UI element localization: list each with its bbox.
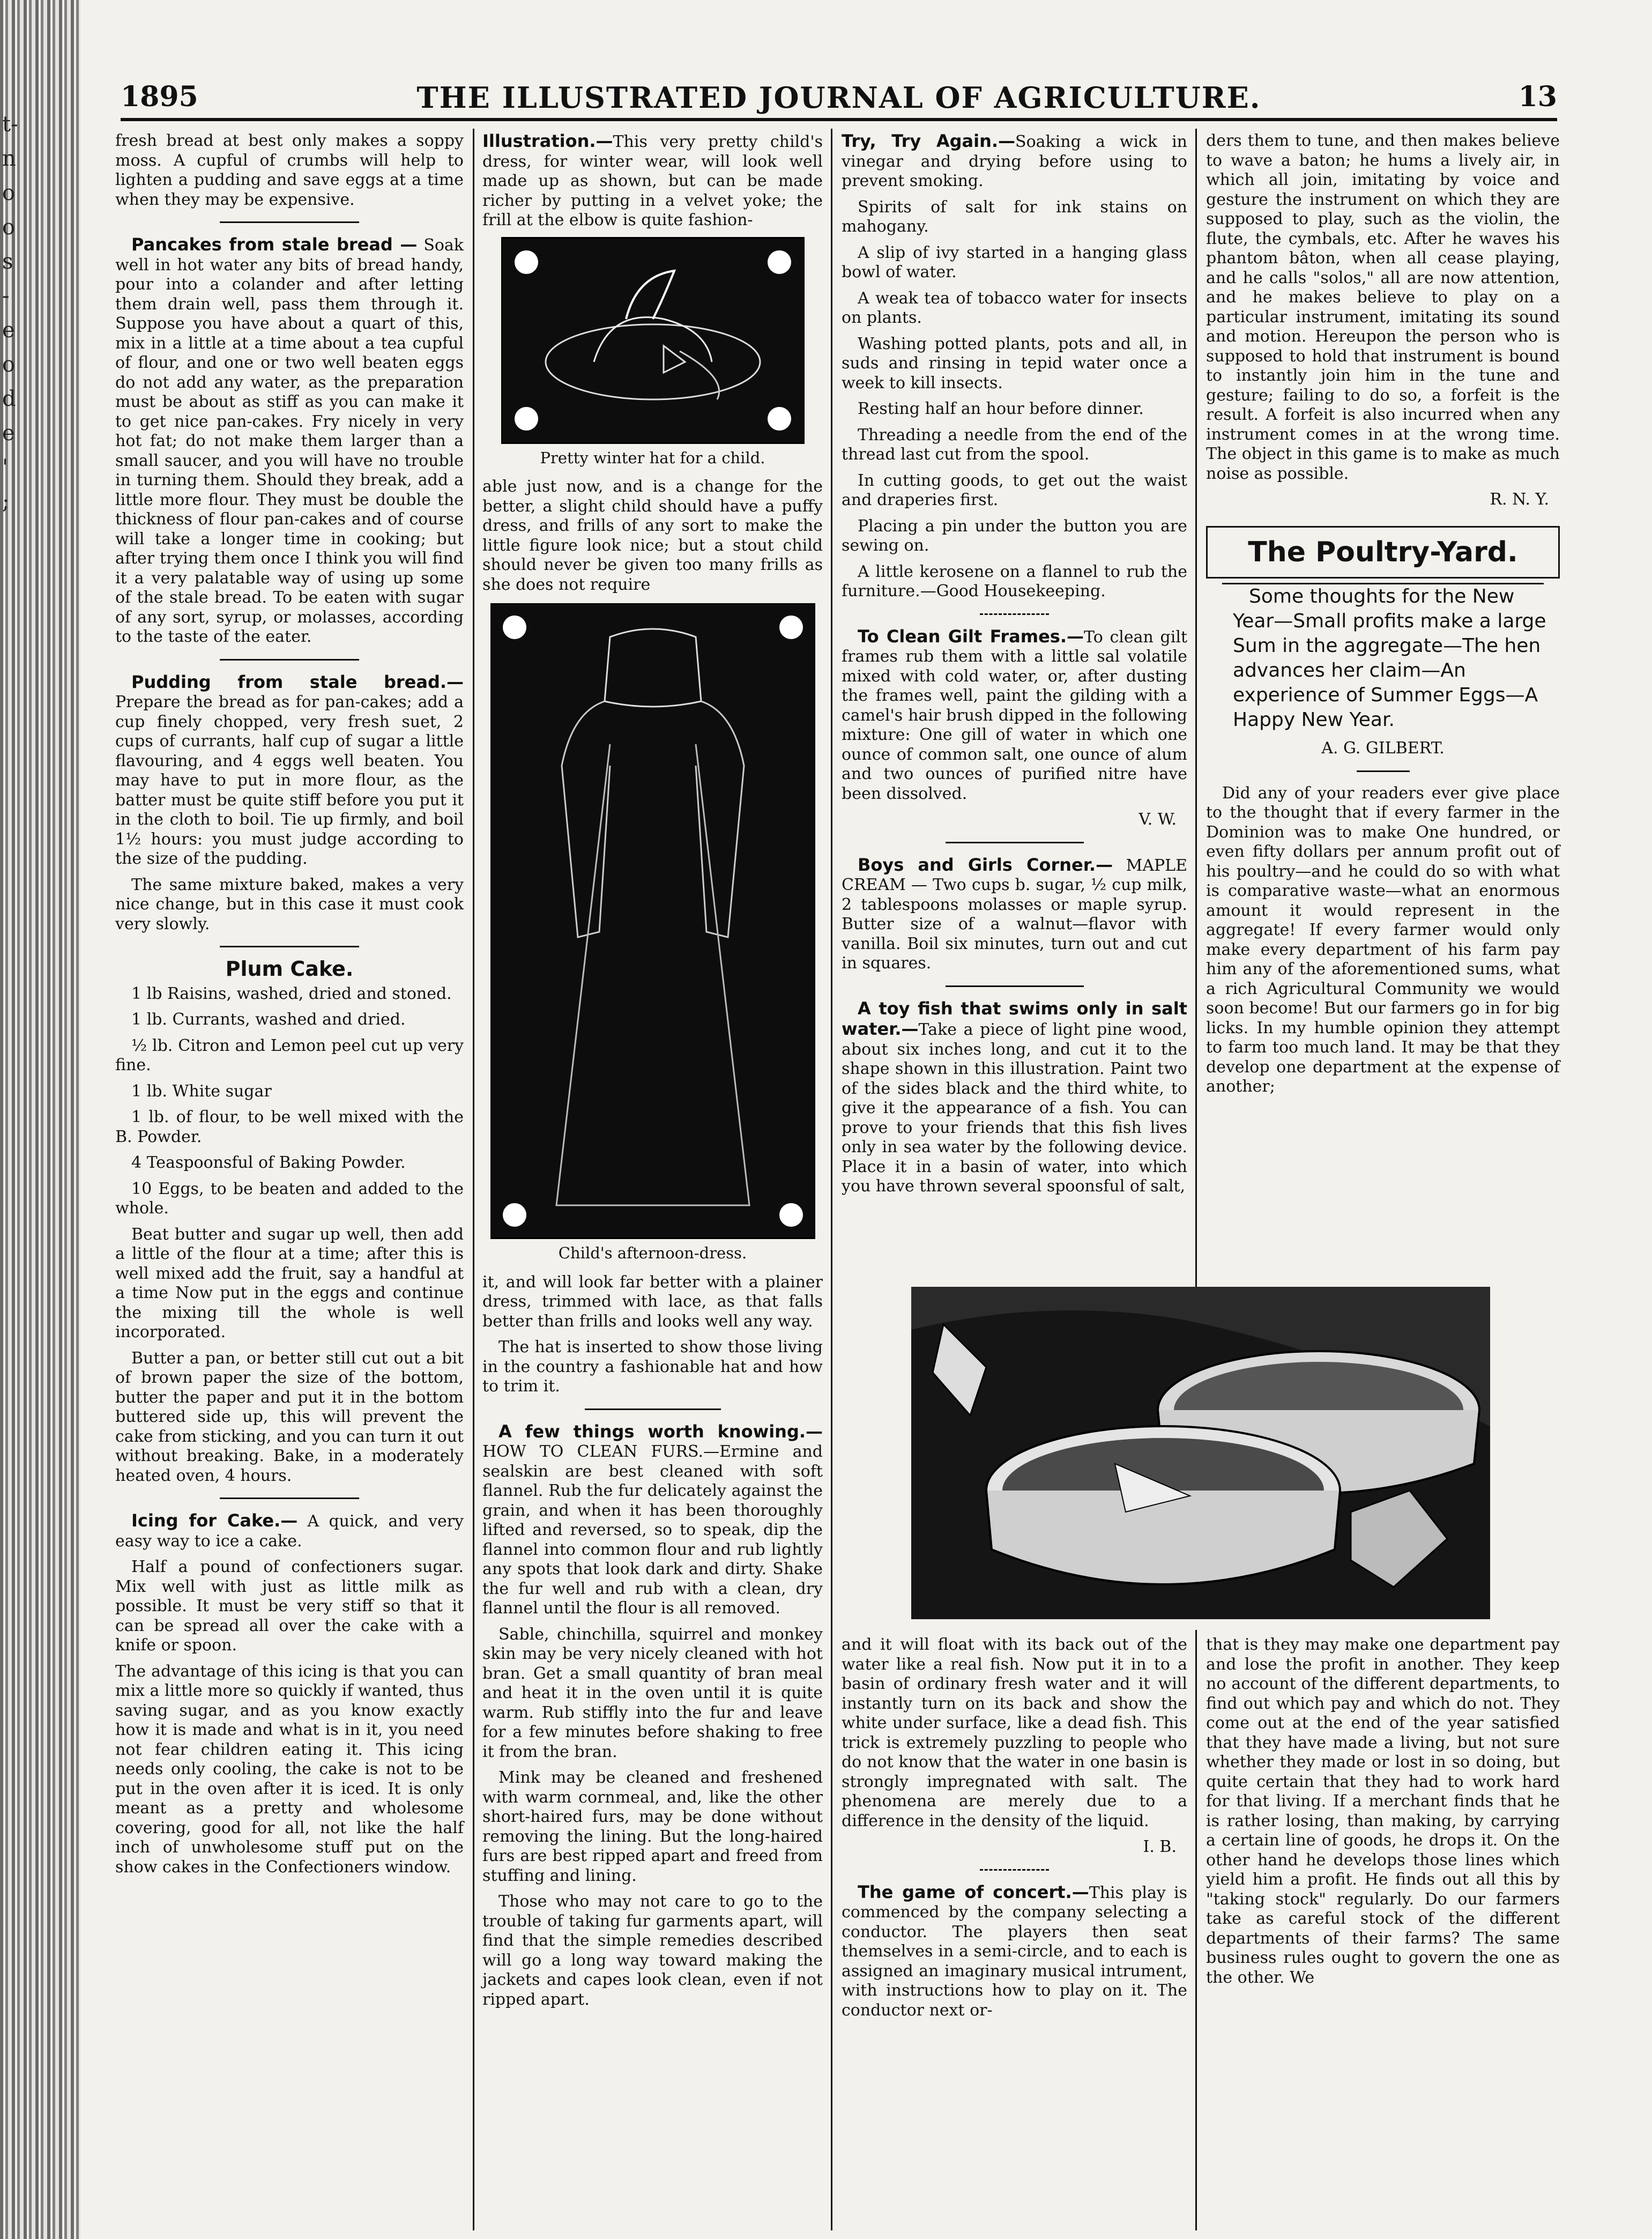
heading-gilt-frames: To Clean Gilt Frames.— bbox=[858, 626, 1084, 647]
margin-mark: - bbox=[2, 284, 10, 308]
article-toy-fish bbox=[842, 999, 1187, 1197]
divider bbox=[946, 985, 1084, 987]
article-pudding bbox=[115, 672, 464, 869]
article-pancakes bbox=[115, 235, 464, 647]
pudding-note: The same mixture baked, makes a very nice change, but in this case it must cook very slowly. bbox=[115, 875, 464, 933]
body-toy-fish: Take a piece of light pine wood, about six inches long, and cut it to the shape shown in this illustration. Paint two of the sides black and the third white, to give it the appearance of a fish. You can prove to your friends that this fish lives only in sea water by the following device. Place it in a basin of water, into which you have thrown several spoonsful of salt, bbox=[842, 1020, 1187, 1196]
ingredient-line: ½ lb. Citron and Lemon peel cut up very fine. bbox=[115, 1036, 464, 1074]
column-1 bbox=[115, 131, 464, 1884]
icing-recipe: Half a pound of confectioners sugar. Mix well with just as little milk as possible. It must be very stiff so that it can be spread all over the cake with a knife or spoon. bbox=[115, 1558, 464, 1655]
column-3 bbox=[842, 131, 1187, 1203]
ingredient-line: 10 Eggs, to be beaten and added to the whole. bbox=[115, 1179, 464, 1218]
plum-ingredients bbox=[115, 984, 464, 1219]
margin-mark: e bbox=[2, 421, 15, 446]
margin-mark: e bbox=[2, 318, 15, 343]
heading-few-things: A few things worth knowing.— bbox=[498, 1421, 823, 1442]
plum-method-baking: Butter a pan, or better still cut out a bit of brown paper the size of the bottom, butter the paper and put it in the bottom buttered side up, this will prevent the cake from sticking, and you can turn it out without breaking. Bake, in a moderately heated oven, 4 hours. bbox=[115, 1348, 464, 1485]
furs-closing: Those who may not care to go to the trouble of taking fur garments apart, will find that the simple remedies described will go a long way toward making the jackets and capes look clean, even if not ripped apart. bbox=[482, 1892, 823, 2009]
margin-mark: n bbox=[2, 146, 16, 171]
divider bbox=[220, 659, 359, 661]
divider bbox=[946, 842, 1084, 843]
plum-method: Beat butter and sugar up well, then add a little of the flour at a time; after this is well mixed add the fruit, say a handful at a time Now put in the eggs and continue the mixing till the whole is well incorporated. bbox=[115, 1225, 464, 1341]
dress-caption: Child's afternoon-dress. bbox=[558, 1244, 747, 1262]
tip-line: Washing potted plants, pots and all, in suds and rinsing in tepid water once a week to kill insects. bbox=[842, 334, 1187, 392]
heading-pudding: Pudding from stale bread.— bbox=[131, 671, 464, 692]
body-clean-furs: Ermine and sealskin are best cleaned with soft flannel. Rub the fur delicately against the grain, and when it has been thoroughly lifted and reversed, so to speak, dip the flannel into common flour and rub lightly any spots that look dark and dirty. Shake the fur well and rub with a clean, dry flannel until the flour is all removed. bbox=[482, 1442, 823, 1618]
ingredient-line: 4 Teaspoonsful of Baking Powder. bbox=[131, 1153, 406, 1172]
article-boys-girls bbox=[842, 855, 1187, 974]
margin-mark: t- bbox=[2, 112, 18, 137]
heading-plum-cake: Plum Cake. bbox=[225, 957, 354, 981]
page-header bbox=[121, 80, 1557, 121]
body-illustration: This very pretty child's dress, for winter wear, will look well made up as shown, but can be made richer by putting in a velvet yoke; the frill at the elbow is quite fashion- bbox=[482, 132, 823, 229]
icing-advantage: The advantage of this icing is that you can mix a little more so quickly if wanted, thus saving sugar, and as you know exactly how it is made and what is in it, you need not fear children eating it. This icing needs only cooling, the cake is not to be put in the oven after it is iced. It is only meant as a pretty and wholesome covering, good for all, not like the half inch of unwholesome stuff put on the show cakes in the Confectioners window. bbox=[115, 1662, 464, 1877]
heading-illustration: Illustration.— bbox=[482, 131, 613, 151]
column-4 bbox=[1206, 131, 1560, 1103]
dress-engraving bbox=[490, 603, 815, 1239]
tip-line: In cutting goods, to get out the waist and draperies first. bbox=[842, 471, 1187, 509]
heading-pancakes: Pancakes from stale bread — bbox=[131, 234, 418, 255]
signature: V. W. bbox=[1138, 810, 1177, 829]
illustration-continued: able just now, and is a change for the better, a slight child should have a puffy dress, and frills of any sort to make the little figure look nice; but a stout child should never be given too many frills as she does not require bbox=[482, 477, 823, 594]
article-illustration bbox=[482, 131, 823, 231]
tip-line: A slip of ivy started in a hanging glass bowl of water. bbox=[842, 243, 1187, 281]
hat-caption: Pretty winter hat for a child. bbox=[540, 448, 765, 467]
tip-line: Threading a needle from the end of the thread last cut from the spool. bbox=[842, 425, 1187, 464]
journal-title: THE ILLUSTRATED JOURNAL OF AGRICULTURE. bbox=[416, 80, 1261, 115]
signature: I. B. bbox=[1143, 1837, 1177, 1856]
column-rule bbox=[1195, 1630, 1197, 2230]
poultry-continued: that is they may make one department pay and lose the profit in another. They keep no account of the different departments, to find out which pay and which do not. They come out at the end of the year satisfied that they have made a living, but not sure whether they made or lost in so doing, but quite certain that they had to work hard for that living. If a merchant finds that he is rather losing, than making, by carrying a certain line of goods, he drops it. On the other hand he develops those lines which yield him a profit. He finds out all this by "taking stock" regularly. Do our farmers take as careful stock of the different departments of their farms? The same business rules ought to govern the one as the other. We bbox=[1206, 1635, 1560, 1987]
body-pancakes: Soak well in hot water any bits of bread handy, pour into a colander and after letting them drain well, pass them through it. Suppose you have about a quart of this, mix in a little at a time about a tea cupful of flour, and one or two well beaten eggs do not add any water, as the preparation must be about as stiff as you can make it to get nice pan-cakes. Fry nicely in very hot fat; do not make them larger than a small saucer, and you will have no trouble in turning them. Should they break, add a little more flour. They must be double the thickness of flour pan-cakes and of course will take a longer time in cooking; but after trying them once I think you will find it a very palatable way of using up some of the stale bread. To be eaten with sugar of any sort, syrup, or molasses, according to the taste of the eater. bbox=[115, 236, 464, 646]
ingredient-line: 1 lb. Currants, washed and dried. bbox=[131, 1010, 406, 1029]
body-maple-cream: Two cups b. sugar, ½ cup milk, 2 tablespoons molasses or maple syrup. Butter size of a walnut—flavor with vanilla. Boil six minutes, turn out and cut in squares. bbox=[842, 876, 1187, 973]
body-gilt-frames: To clean gilt frames rub them with a little sal volatile mixed with cold water, or, after dusting the frames well, paint the gilding with a camel's hair brush dipped in the following mixture: One gill of water in which one ounce of common salt, one ounce of alum and two ounces of purified nitre have been dissolved. bbox=[842, 627, 1188, 803]
hat-drawing bbox=[503, 239, 803, 442]
body-game-concert: This play is commenced by the company selecting a conductor. The players then seat themselves in a semi-circle, and to each is assigned an imaginary musical intrument, with instructions how to play on it. The conductor next or- bbox=[842, 1883, 1187, 2020]
illustration-more: it, and will look far better with a plainer dress, trimmed with lace, as that falls better than frills and looks well any way. bbox=[482, 1272, 823, 1331]
article-icing bbox=[115, 1511, 464, 1551]
divider bbox=[980, 1869, 1049, 1871]
heading-boys-girls: Boys and Girls Corner.— bbox=[858, 854, 1113, 875]
margin-mark: ; bbox=[2, 490, 10, 514]
heading-try-again: Try, Try Again.— bbox=[842, 131, 1016, 151]
margin-mark: d bbox=[2, 387, 16, 411]
ingredient-line: 1 lb. of flour, to be well mixed with the B. Powder. bbox=[115, 1108, 464, 1146]
column-3-lower bbox=[842, 1635, 1187, 2027]
divider bbox=[980, 613, 1049, 615]
poultry-yard-title: The Poultry-Yard. bbox=[1206, 526, 1560, 579]
subhead-clean-furs: HOW TO CLEAN FURS.— bbox=[482, 1442, 720, 1461]
toy-fish-continued: and it will float with its back out of the water like a real fish. Now put it in to a basin of ordinary fresh water and it will instantly turn on its back and show the white under surface, like a dead fish. This trick is extremely puzzling to people who do not know that the water in one basin is strongly impregnated with salt. The phenomena are merely due to a difference in the density of the liquid. bbox=[842, 1635, 1187, 1830]
divider bbox=[1357, 770, 1410, 772]
divider bbox=[585, 1408, 721, 1410]
furs-mink: Mink may be cleaned and freshened with warm cornmeal, and, like the other short-haired furs, may be done without removing the lining. But the long-haired furs are best ripped apart and freed from stuffing and lining. bbox=[482, 1768, 823, 1885]
column-2 bbox=[482, 131, 823, 2016]
author-byline: A. G. GILBERT. bbox=[1321, 739, 1445, 758]
hat-engraving bbox=[501, 237, 805, 444]
column-4-lower bbox=[1206, 1635, 1560, 1994]
tip-line: Spirits of salt for ink stains on mahogany. bbox=[842, 197, 1187, 236]
tip-line: A weak tea of tobacco water for insects on plants. bbox=[842, 288, 1187, 327]
margin-mark: o bbox=[2, 181, 16, 205]
tip-line: Placing a pin under the button you are sewing on. bbox=[842, 516, 1187, 555]
concert-continued: ders them to tune, and then makes believe to wave a baton; he hums a lively air, in which all join, imitating by voice and gesture the instrument on which they are supposed to play, such as the violin, the flute, the cymbals, etc. After he waves his phantom bâton, when all cease playing, and he calls "solos," all are now attention, and he makes believe to play on a particular instrument, imitating its sound and motion. Hereupon the person who is supposed to hold that instrument is bound to instantly join him in the tune and gesture; failing to do so, a forfeit is the result. A forfeit is also incurred when any instrument comes in at the wrong time. The object in this game is to make as much noise as possible. bbox=[1206, 131, 1560, 483]
margin-mark: o bbox=[2, 352, 16, 377]
body-try-again: Soaking a wick in vinegar and drying before using to prevent smoking. bbox=[842, 132, 1187, 190]
ingredient-line: 1 lb Raisins, washed, dried and stoned. bbox=[131, 984, 452, 1003]
body-icing: A quick, and very easy way to ice a cake. bbox=[115, 1512, 464, 1551]
margin-mark: s bbox=[2, 249, 13, 274]
column-rule bbox=[831, 129, 832, 2230]
margin-mark: o bbox=[2, 215, 16, 240]
divider bbox=[220, 946, 359, 947]
article-game-concert bbox=[842, 1882, 1187, 2021]
ingredient-line: 1 lb. White sugar bbox=[131, 1081, 272, 1101]
column-rule bbox=[473, 129, 474, 2230]
poultry-subtitle: Some thoughts for the New Year—Small profits make a large Sum in the aggregate—The hen advances her claim—An experience of Summer Eggs—A Happy New Year. bbox=[1233, 585, 1546, 731]
article-gilt-frames bbox=[842, 627, 1187, 804]
furs-sable: Sable, chinchilla, squirrel and monkey skin may be very nicely cleaned with hot bran. Get a small quantity of bran meal and heat it in the oven until it is quite warm. Rub stiffly into the fur and leave for a few minutes before shaking to free it from the bran. bbox=[482, 1625, 823, 1761]
subhead-maple-cream: MAPLE CREAM — bbox=[842, 856, 1187, 894]
hat-note: The hat is inserted to show those living in the country a fashionable hat and how to trim it. bbox=[482, 1338, 823, 1396]
dress-drawing bbox=[492, 605, 814, 1237]
header-year: 1895 bbox=[121, 80, 198, 113]
column-rule bbox=[1195, 129, 1197, 1298]
intro-paragraph: fresh bread at best only makes a soppy moss. A cupful of crumbs will help to lighten a pudding and save eggs at a time when they may be expensive. bbox=[115, 131, 464, 209]
divider bbox=[220, 1497, 359, 1499]
fish-basins-engraving bbox=[911, 1287, 1490, 1619]
poultry-body: Did any of your readers ever give place to the thought that if every farmer in the Dominion was to make One hundred, or even fifty dollars per annum profit out of his poultry—and he could do so with what is comparative waste—what an enormous amount it would represent in the aggregate! If every farmer would only make every department of his farm pay him any of the aforementioned sums, what a rich Agricultural Community we would soon become! But our farmers go in for big licks. In my humble opinion they attempt to farm too much land. It may be that they develop one department at the expense of another; bbox=[1206, 783, 1560, 1096]
heading-game-concert: The game of concert.— bbox=[858, 1881, 1089, 1902]
margin-marks bbox=[2, 107, 24, 519]
page-number: 13 bbox=[1518, 80, 1557, 113]
margin-mark: ' bbox=[2, 455, 8, 480]
body-pudding: Prepare the bread as for pan-cakes; add a cup finely chopped, very fresh suet, 2 cups of currants, half cup of sugar a little flavouring, and 4 eggs well beaten. You may have to put in more flour, as the batter must be quite stiff before you put it in the cloth to boil. Tie up firmly, and boil 1½ hours: you must judge according to the size of the pudding. bbox=[115, 693, 464, 868]
divider bbox=[220, 221, 359, 223]
tip-line: Resting half an hour before dinner. bbox=[858, 399, 1144, 418]
tip-line: A little kerosene on a flannel to rub the furniture.—Good Housekeeping. bbox=[842, 562, 1187, 600]
signature: R. N. Y. bbox=[1490, 490, 1549, 509]
heading-toy-fish: A toy fish that swims only in salt water.— bbox=[842, 998, 1187, 1039]
article-few-things bbox=[482, 1422, 823, 1619]
article-try-again bbox=[842, 131, 1187, 191]
heading-icing: Icing for Cake.— bbox=[131, 1510, 298, 1531]
